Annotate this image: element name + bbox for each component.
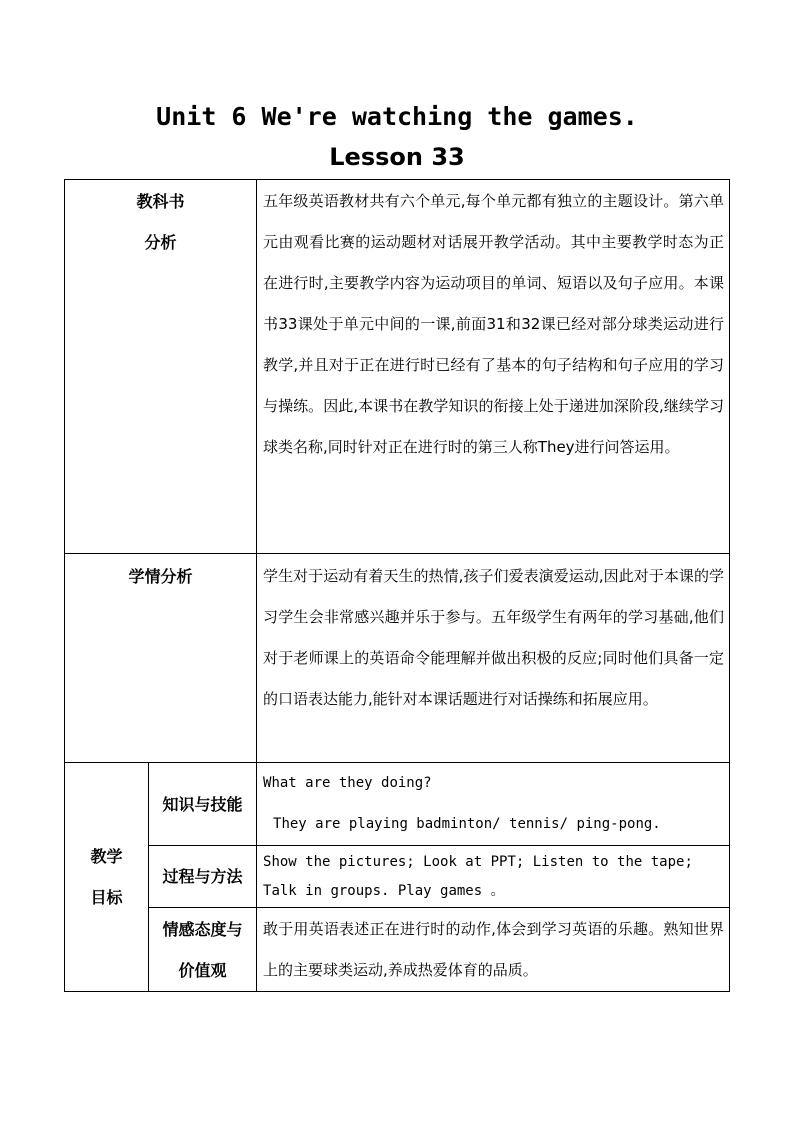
- student-analysis-content: 学生对于运动有着天生的热情,孩子们爱表演爱运动,因此对于本课的学习学生会非常感兴趣并乐于参与。五年级学生有两年的学习基础,他们对于老师课上的英语命令能理解并做出积极的反应;同时他们具备一定的口语表达能力,能针对本课话题进行对话操练和拓展应用。: [257, 554, 730, 763]
- knowledge-skills-content: [257, 763, 730, 846]
- emotion-row: [65, 908, 730, 992]
- process-methods-content: [257, 846, 730, 908]
- teaching-goals-label: [65, 763, 149, 992]
- emotion-values-label-line2: 价值观: [178, 961, 227, 980]
- teaching-goals-label-line1: 教学: [90, 847, 123, 866]
- lesson-title: Lesson 33: [329, 143, 465, 171]
- student-analysis-label: 学情分析: [65, 554, 257, 763]
- knowledge-answer: They are playing badminton/ tennis/ ping-pong.: [273, 816, 661, 832]
- emotion-values-label: [149, 908, 257, 992]
- lesson-plan-table: [64, 179, 730, 992]
- textbook-analysis-label-line1: 教科书: [136, 192, 185, 211]
- teaching-goals-label-line2: 目标: [90, 888, 123, 907]
- textbook-analysis-row: [65, 180, 730, 554]
- textbook-analysis-label: [65, 180, 257, 554]
- document-title: Unit 6 We're watching the games.: [156, 102, 638, 131]
- knowledge-question: What are they doing?: [263, 775, 432, 791]
- knowledge-row: [65, 763, 730, 846]
- process-line2: Talk in groups. Play games 。: [263, 883, 505, 899]
- student-analysis-row: [65, 554, 730, 763]
- process-row: [65, 846, 730, 908]
- textbook-analysis-label-line2: 分析: [144, 233, 177, 252]
- process-line1: Show the pictures; Look at PPT; Listen to the tape;: [263, 854, 693, 870]
- emotion-values-content: 敢于用英语表述正在进行时的动作,体会到学习英语的乐趣。熟知世界上的主要球类运动,养成热爱体育的品质。: [257, 908, 730, 992]
- knowledge-skills-label: 知识与技能: [149, 763, 257, 846]
- emotion-values-label-line1: 情感态度与: [162, 920, 243, 939]
- textbook-analysis-content: 五年级英语教材共有六个单元,每个单元都有独立的主题设计。第六单元由观看比赛的运动题材对话展开教学活动。其中主要教学时态为正在进行时,主要教学内容为运动项目的单词、短语以及句子应用。本课书33课处于单元中间的一课,前面31和32课已经对部分球类运动进行教学,并且对于正在进行时已经有了基本的句子结构和句子应用的学习与操练。因此,本课书在教学知识的衔接上处于递进加深阶段,继续学习球类名称,同时针对正在进行时的第三人称They进行问答运用。: [257, 180, 730, 554]
- process-methods-label: 过程与方法: [149, 846, 257, 908]
